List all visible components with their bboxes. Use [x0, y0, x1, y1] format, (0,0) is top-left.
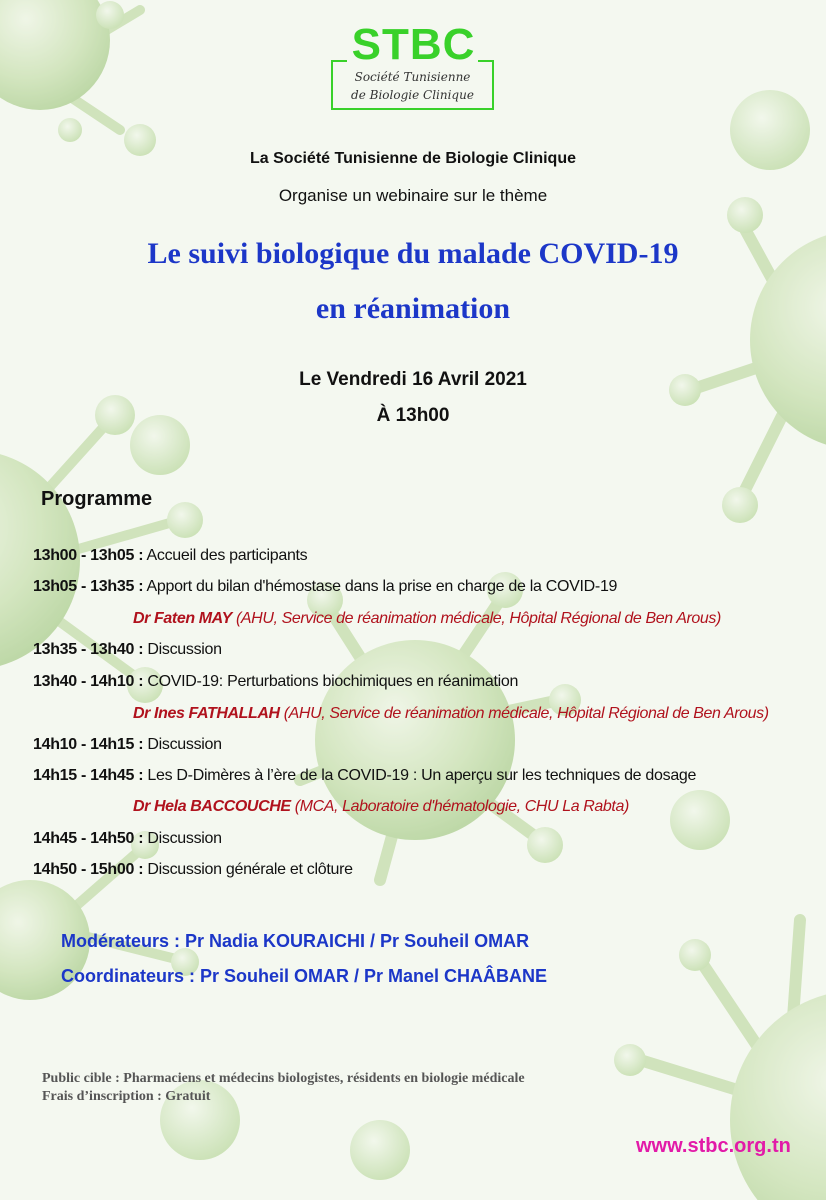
item-title: Les D-Dimères à l’ère de la COVID-19 : Un aperçu sur les techniques de dosage [143, 767, 697, 784]
programme-item [33, 578, 617, 596]
item-time: 14h10 - 14h15 : [33, 736, 144, 753]
intro-text: Organise un webinaire sur le thème [278, 186, 548, 205]
programme-item [33, 641, 222, 659]
programme-item [33, 673, 518, 691]
item-title: Discussion [143, 736, 222, 753]
event-date: Le Vendredi 16 Avril 2021 [299, 369, 527, 390]
item-title: COVID-19: Perturbations biochimiques en réanimation [143, 673, 519, 690]
logo-line-1: Société Tunisienne [354, 70, 471, 84]
item-title: Accueil des participants [143, 547, 308, 564]
programme-item [33, 861, 353, 879]
programme-heading: Programme [41, 488, 153, 510]
website-link[interactable]: www.stbc.org.tn [636, 1135, 791, 1157]
event-time: À 13h00 [376, 405, 450, 426]
target-audience: Public cible : Pharmaciens et médecins biologistes, résidents en biologie médicale [42, 1071, 525, 1086]
item-time: 14h50 - 15h00 : [33, 861, 144, 878]
speaker-name: Dr Hela BACCOUCHE [133, 798, 291, 815]
logo-line-2: de Biologie Clinique [351, 88, 474, 102]
item-title: Discussion [143, 830, 222, 847]
speaker-line [133, 798, 629, 816]
item-time: 14h45 - 14h50 : [33, 830, 144, 847]
item-time: 14h15 - 14h45 : [33, 767, 144, 784]
programme-item [33, 830, 222, 848]
logo-acronym: STBC [351, 20, 476, 69]
speaker-affiliation: (MCA, Laboratoire d'hématologie, CHU La Rabta) [290, 798, 629, 815]
theme-title-line-2: en réanimation [315, 292, 511, 325]
speaker-line [133, 705, 769, 723]
coordinators: Coordinateurs : Pr Souheil OMAR / Pr Manel CHAÂBANE [61, 966, 548, 986]
item-time: 13h35 - 13h40 : [33, 641, 144, 658]
speaker-affiliation: (AHU, Service de réanimation médicale, Hôpital Régional de Ben Arous) [279, 705, 769, 722]
programme-item [33, 736, 222, 754]
item-time: 13h00 - 13h05 : [33, 547, 144, 564]
speaker-affiliation: (AHU, Service de réanimation médicale, Hôpital Régional de Ben Arous) [231, 610, 721, 627]
organizer-name: La Société Tunisienne de Biologie Clinique [250, 150, 576, 167]
speaker-name: Dr Faten MAY [133, 610, 232, 627]
theme-title-line-1: Le suivi biologique du malade COVID-19 [147, 237, 679, 270]
speaker-line [133, 610, 721, 628]
item-time: 13h05 - 13h35 : [33, 578, 144, 595]
item-title: Apport du bilan d'hémostase dans la prise en charge de la COVID-19 [143, 578, 618, 595]
programme-item [33, 767, 696, 785]
item-title: Discussion générale et clôture [143, 861, 353, 878]
item-title: Discussion [143, 641, 222, 658]
item-time: 13h40 - 14h10 : [33, 673, 144, 690]
programme-item [33, 547, 307, 565]
speaker-name: Dr Ines FATHALLAH [133, 705, 280, 722]
registration-fees: Frais d’inscription : Gratuit [42, 1089, 211, 1104]
moderators: Modérateurs : Pr Nadia KOURAICHI / Pr Souheil OMAR [61, 931, 530, 951]
logo-subtitle [331, 68, 494, 104]
